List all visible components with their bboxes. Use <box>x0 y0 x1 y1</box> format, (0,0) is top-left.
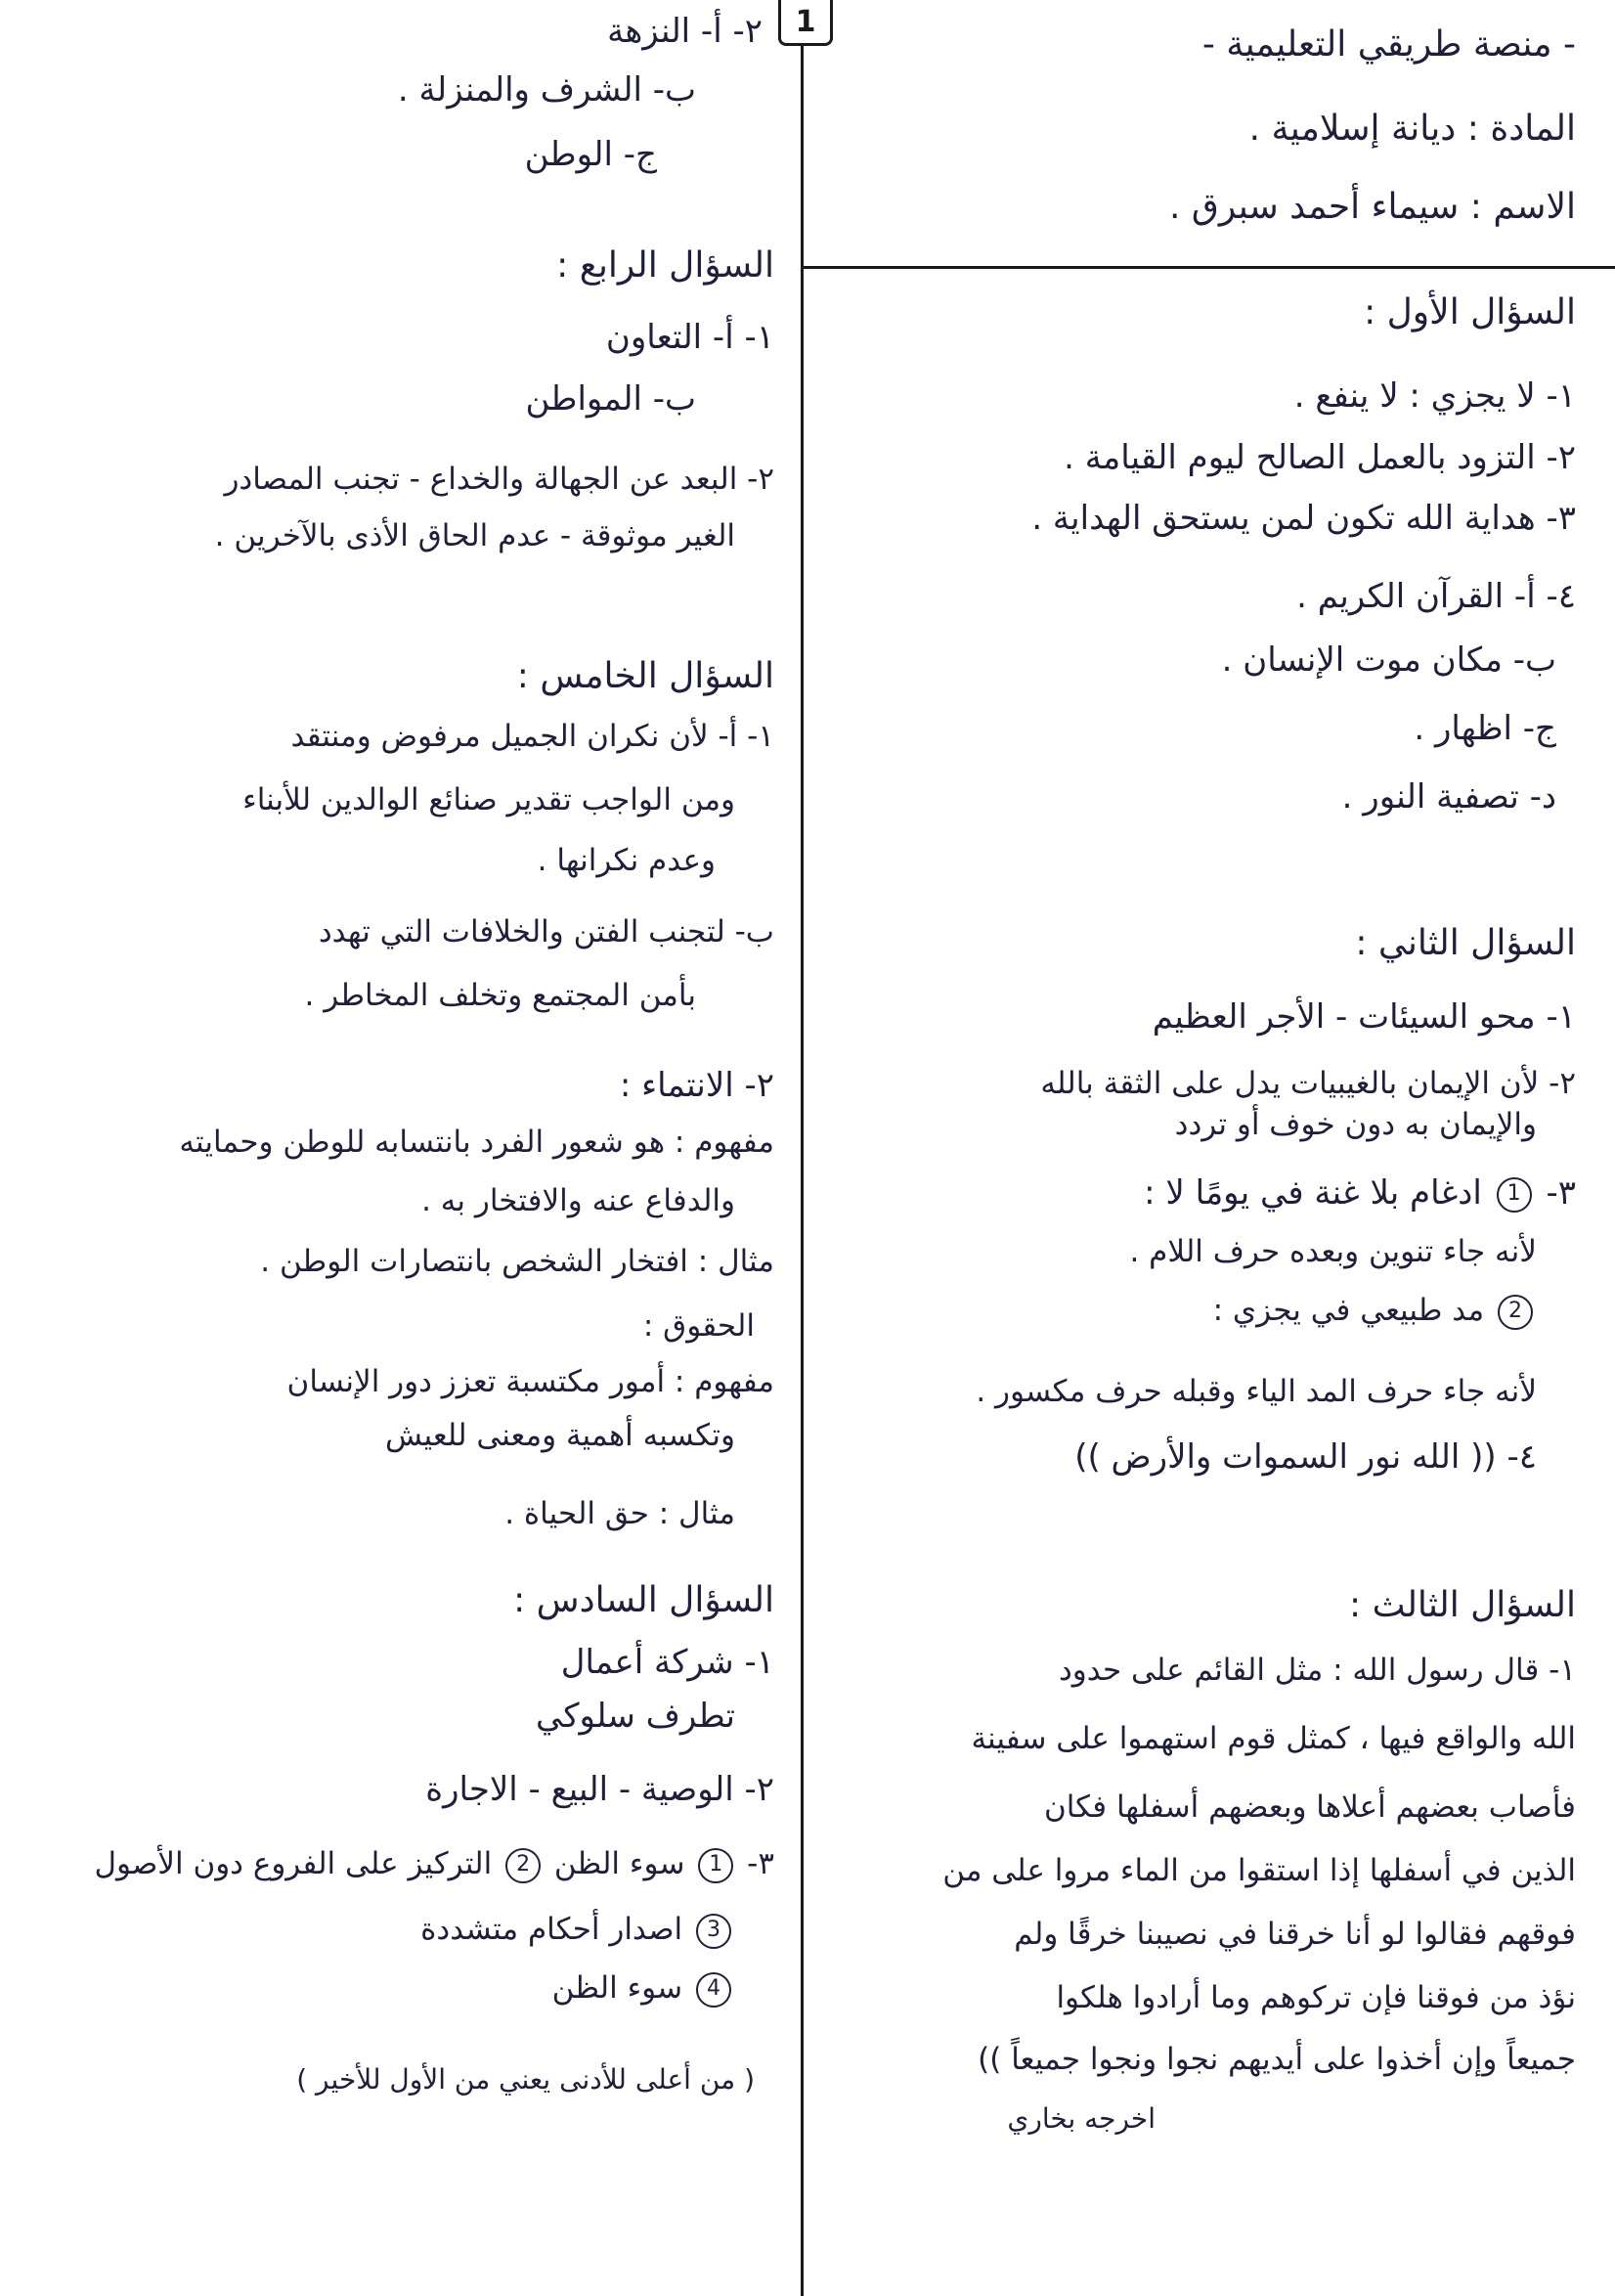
left-top-line-3: ج- الوطن <box>524 135 657 174</box>
number-circle-icon: 1 <box>1497 1177 1532 1213</box>
q6-line-4 <box>94 1846 774 1883</box>
q5-line-8: والدفاع عنه والافتخار به . <box>421 1183 735 1218</box>
column-divider <box>801 0 804 2296</box>
q3-source: اخرجه بخاري <box>1007 2102 1156 2135</box>
q1-line-4c: ج- اظهار . <box>1414 709 1556 748</box>
q3-line-3: فأصاب بعضهم أعلاها وبعضهم أسفلها فكان <box>1043 1789 1576 1825</box>
q2-line-4: ٤- (( الله نور السموات والأرض )) <box>1074 1437 1537 1477</box>
q1-line-2: ٢- التزود بالعمل الصالح ليوم القيامة . <box>1064 438 1576 477</box>
q3-line-4: الذين في أسفلها إذا استقوا من الماء مروا على من <box>942 1853 1576 1888</box>
left-top-line-2: ب- الشرف والمنزلة . <box>397 70 696 110</box>
q1-line-3: ٣- هداية الله تكون لمن يستحق الهداية . <box>1031 499 1576 538</box>
q4-line-3b: الغير موثوقة - عدم الحاق الأذى بالآخرين . <box>214 518 735 553</box>
q3-line-5: فوقهم فقالوا لو أنا خرقنا في نصيبنا خرقًا ولم <box>1014 1917 1576 1952</box>
q6-line-4-prefix: ٣- <box>747 1846 774 1881</box>
q3-line-6: نؤذ من فوقنا فإن تركوهم وما أرادوا هلكوا <box>1056 1980 1576 2015</box>
number-circle-icon: 2 <box>505 1848 541 1883</box>
number-circle-icon: 1 <box>698 1848 733 1883</box>
q3-line-7: جميعاً وإن أخذوا على أيديهم نجوا ونجوا جميعاً )) <box>978 2042 1576 2077</box>
q5-line-4: ب- لتجنب الفتن والخلافات التي تهدد <box>318 914 774 949</box>
q4-line-1: ١- أ- التعاون <box>605 318 774 357</box>
q2-line-3c-text: مد طبيعي في يجزي : <box>1212 1293 1485 1328</box>
q5-line-10: الحقوق : <box>642 1308 755 1344</box>
q5-line-13: مثال : حق الحياة . <box>504 1496 735 1531</box>
q5-line-6: ٢- الانتماء : <box>619 1066 774 1105</box>
q1-line-4b: ب- مكان موت الإنسان . <box>1221 640 1556 680</box>
q5-line-11: مفهوم : أمور مكتسبة تعزز دور الإنسان <box>286 1364 774 1399</box>
q4-line-3a: ٢- البعد عن الجهالة والخداع - تجنب المصادر <box>224 462 774 497</box>
q6-line-4b: التركيز على الفروع دون الأصول <box>94 1846 493 1881</box>
q5-line-1: ١- أ- لأن نكران الجميل مرفوض ومنتقد <box>290 719 774 754</box>
q4-line-2: ب- المواطن <box>525 379 696 419</box>
q6-line-5-text: اصدار أحكام متشددة <box>420 1912 683 1947</box>
platform-name: - منصة طريقي التعليمية - <box>1201 24 1576 65</box>
q1-line-4d: د- تصفية النور . <box>1341 777 1556 817</box>
q2-line-3a-text: ادغام بلا غنة في يومًا لا : <box>1144 1173 1482 1213</box>
q5-line-2: ومن الواجب تقدير صنائع الوالدين للأبناء <box>242 782 735 817</box>
q2-title: السؤال الثاني : <box>1355 923 1576 963</box>
q4-title: السؤال الرابع : <box>556 245 774 286</box>
q2-line-3a <box>1144 1173 1576 1214</box>
q3-title: السؤال الثالث : <box>1349 1585 1576 1625</box>
q5-line-7: مفهوم : هو شعور الفرد بانتسابه للوطن وحمايته <box>179 1125 774 1160</box>
q2-line-2b: والإيمان به دون خوف أو تردد <box>1174 1107 1537 1142</box>
q2-line-2a: ٢- لأن الإيمان بالغيبيات يدل على الثقة بالله <box>1040 1066 1576 1101</box>
student-name: الاسم : سيماء أحمد سبرق . <box>1169 187 1576 227</box>
q5-line-12: وتكسبه أهمية ومعنى للعيش <box>384 1418 735 1453</box>
number-circle-icon: 4 <box>696 1972 731 2008</box>
q6-line-4a: سوء الظن <box>553 1846 685 1881</box>
q3-line-1: ١- قال رسول الله : مثل القائم على حدود <box>1058 1653 1576 1688</box>
q6-title: السؤال السادس : <box>513 1580 774 1620</box>
q6-line-6 <box>552 1970 735 2008</box>
q2-line-3c <box>1213 1293 1537 1330</box>
q1-line-4a: ٤- أ- القرآن الكريم . <box>1296 577 1576 616</box>
q1-title: السؤال الأول : <box>1364 292 1576 332</box>
subject-label: المادة : ديانة إسلامية . <box>1248 109 1576 149</box>
q1-line-1: ١- لا يجزي : لا ينفع . <box>1293 376 1576 416</box>
q2-line-3a-prefix: ٣- <box>1546 1173 1576 1213</box>
header-divider <box>802 266 1615 269</box>
q5-line-3: وعدم نكرانها . <box>537 843 716 878</box>
q6-line-7: ( من أعلى للأدنى يعني من الأول للأخير ) <box>296 2063 755 2096</box>
q3-line-2: الله والواقع فيها ، كمثل قوم استهموا على سفينة <box>971 1721 1576 1756</box>
number-circle-icon: 3 <box>696 1914 731 1949</box>
left-top-line-1: ٢- أ- النزهة <box>607 12 763 51</box>
q6-line-1: ١- شركة أعمال <box>560 1643 774 1682</box>
q2-line-1: ١- محو السيئات - الأجر العظيم <box>1152 997 1576 1037</box>
q2-line-3d: لأنه جاء حرف المد الياء وقبله حرف مكسور . <box>976 1374 1537 1409</box>
q6-line-2: تطرف سلوكي <box>536 1697 735 1736</box>
q5-line-5: بأمن المجتمع وتخلف المخاطر . <box>304 978 696 1013</box>
q5-line-9: مثال : افتخار الشخص بانتصارات الوطن . <box>260 1244 774 1279</box>
q5-title: السؤال الخامس : <box>516 656 774 696</box>
q2-line-3b: لأنه جاء تنوين وبعده حرف اللام . <box>1129 1234 1537 1269</box>
number-circle-icon: 2 <box>1498 1295 1533 1330</box>
q6-line-6-text: سوء الظن <box>551 1970 683 2006</box>
q6-line-5 <box>420 1912 735 1949</box>
q6-line-3: ٢- الوصية - البيع - الاجارة <box>425 1770 774 1809</box>
page-number: 1 <box>778 0 833 46</box>
